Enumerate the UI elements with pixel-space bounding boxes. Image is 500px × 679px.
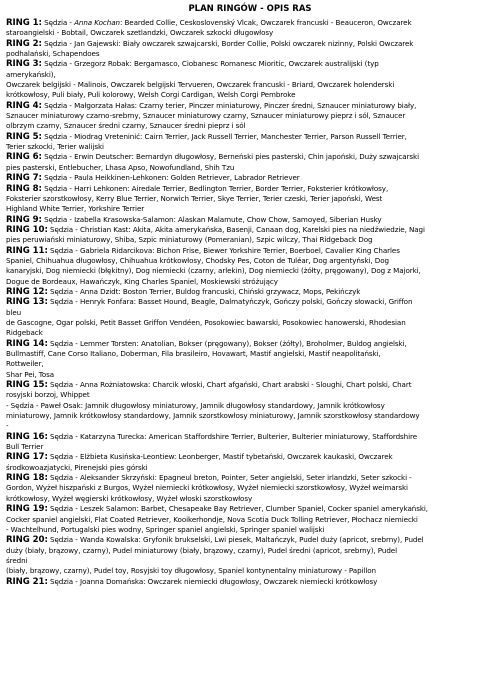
ring-text-line: [6, 132, 494, 142]
ring-text-line: [6, 535, 494, 545]
ring-text-line: [6, 546, 494, 556]
ring-text: Sędzia - Lemmer Torsten: Anatolian, Bokser (pręgowany), Bokser (żółty), Broholmer, Buldog angielski,: [47, 338, 407, 348]
ring-text: Foksterier szorstkowłosy, Kerry Blue Terrier, Norwich Terrier, Skye Terrier, Terier czeski, Terier japoński, West: [6, 193, 383, 203]
ring-label: RING 20:: [6, 535, 48, 546]
ring-text-line: [6, 339, 494, 349]
ring-text: Sędzia - Anna Rożniatowska: Charcik włoski, Chart afgański, Chart arabski - Sloughi, Chart polski, Chart: [47, 380, 412, 390]
ring-entry: [6, 101, 494, 132]
ring-text: Sędzia - Katarzyna Turecka: American Staffordshire Terrier, Bulterier, Bulterier miniaturowy, Staffordshire: [47, 431, 418, 441]
ring-text-line: [6, 173, 494, 183]
ring-text-line: [6, 90, 494, 100]
ring-text-line: [6, 28, 494, 38]
ring-text: Bull Terrier: [6, 442, 44, 452]
ring-entry: [6, 132, 494, 153]
ring-list: [6, 18, 494, 587]
ring-text-line: [6, 380, 494, 390]
ring-entry: [6, 287, 494, 297]
ring-text: środkowoazjatycki, Pirenejski pies górski: [6, 462, 148, 472]
ring-text: podhalański, Schapendoes: [6, 49, 100, 59]
ring-text: staroangielski - Bobtail, Owczarek szetlandzki, Owczarek szkocki długowłosy: [6, 28, 274, 38]
ring-entry: [6, 39, 494, 60]
ring-text: Sędzia - Erwin Deutscher: Bernardyn długowłosy, Berneński pies pasterski, Chin japoński, Duży szwajcarski: [41, 152, 419, 162]
ring-entry: [6, 173, 494, 183]
ring-text-line: [6, 432, 494, 442]
ring-label: RING 18:: [6, 473, 48, 484]
ring-text: Sędzia - Aleksander Skrzyński: Epagneul breton, Pointer, Seter angielski, Seter irlandzki, Seter szkocki -: [47, 473, 412, 483]
ring-entry: [6, 18, 494, 39]
ring-text-line: [6, 121, 494, 131]
ring-text: Sędzia - Elżbieta Kusińska-Leontiew: Leonberger, Mastif tybetański, Owczarek kaukaski, Owczarek: [47, 452, 393, 462]
ring-text-line: [6, 142, 494, 152]
ring-entry: [6, 452, 494, 473]
ring-text-line: [6, 483, 494, 493]
ring-text-line: [6, 411, 494, 421]
ring-text-line: [6, 287, 494, 297]
ring-label: RING 11:: [6, 245, 48, 256]
ring-text: - Wachtelhund, Portugalski pies wodny, Springer spaniel angielski, Springer spaniel walijski: [6, 524, 325, 534]
ring-entry: [6, 246, 494, 287]
ring-text-line: [6, 59, 494, 69]
ring-text: krótkowłosy, Wyżeł węgierski krótkowłosy, Wyżeł włoski szorstkowłosy: [6, 493, 253, 503]
ring-label: RING 4:: [6, 100, 42, 111]
ring-text-line: [6, 318, 494, 328]
ring-text-line: [6, 277, 494, 287]
ring-text: Sędzia - Izabella Krasowska-Salamon: Alaskan Malamute, Chow Chow, Samoyed, Siberian Husky: [41, 214, 382, 224]
ring-text: miniaturowy, Jamnik krótkowłosy standardowy, Jamnik szorstkowłosy miniaturowy, Jamnik szorstkowłosy standardowy: [6, 411, 420, 421]
ring-text: pies pasterski, Entlebucher, Lhasa Apso, Nowofundland, Shih Tzu: [6, 162, 235, 172]
ring-text-line: [6, 101, 494, 111]
ring-entry: [6, 504, 494, 535]
ring-entry: [6, 225, 494, 246]
ring-text: (biały, brązowy, czarny), Pudel toy, Rosyjski toy długowłosy, Spaniel kontynentalny miniaturowy - Papillon: [6, 566, 376, 576]
ring-text: olbrzym czarny, Sznaucer średni czarny, Sznaucer średni pieprz i sól: [6, 121, 246, 131]
ring-text: Shar Pei, Tosa: [6, 369, 55, 379]
ring-text: - Sędzia - Paweł Osak: Jamnik długowłosy miniaturowy, Jamnik długowłosy standardowy, Jamnik krótkowłosy: [6, 400, 385, 410]
ring-text: -: [6, 421, 9, 431]
ring-text-line: [6, 473, 494, 483]
ring-text: Sędzia - Anna Dzidt: Boston Terrier, Buldog francuski, Chiński grzywacz, Mops, Pekińczyk: [47, 286, 361, 296]
ring-text: Bullmastiff, Cane Corso Italiano, Doberman, Fila brasileiro, Hovawart, Mastif angielski, Mastif neapolitański,: [6, 349, 381, 358]
ring-text: : Bearded Collie, Ceskoslovenský Vlcak, Owczarek francuski - Beauceron, Owczarek: [119, 18, 412, 27]
ring-text: Sędzia - Miodrag Vreteninić: Cairn Terrier, Jack Russell Terrier, Manchester Terrier, Parson Russell Terrier,: [41, 131, 407, 141]
ring-text-line: [6, 556, 494, 566]
ring-label: RING 8:: [6, 183, 42, 194]
ring-label: RING 2:: [6, 38, 42, 49]
ring-text: Sędzia - Christian Kast: Akita, Akita amerykańska, Basenji, Canaan dog, Karelski pies na niedźwiedzie, Nagi: [47, 224, 425, 234]
ring-entry: [6, 432, 494, 453]
ring-text-line: [6, 194, 494, 204]
ring-entry: [6, 59, 494, 100]
ring-text-line: [6, 246, 494, 256]
ring-text: Rottweiler,: [6, 359, 44, 369]
ring-label: RING 5:: [6, 131, 42, 142]
ring-label: RING 19:: [6, 504, 48, 515]
ring-text: Sędzia - Henryk Fonfara: Basset Hound, Beagle, Dalmatyńczyk, Gończy polski, Gończy słowacki, Griffon: [47, 297, 413, 307]
ring-text: de Gascogne, Ogar polski, Petit Basset Griffon Vendéen, Posokowiec bawarski, Posokowiec hanowerski, Rhodesian: [6, 317, 406, 327]
ring-text: pies peruwiański miniaturowy, Shiba, Szpic miniaturowy (Pomeranian), Szpic wilczy, Thai Ridgeback Dog: [6, 235, 373, 245]
ring-text-line: [6, 370, 494, 380]
ring-label: RING 21:: [6, 576, 48, 587]
ring-text-line: [6, 349, 494, 359]
ring-text-line: [6, 204, 494, 214]
ring-text-line: [6, 184, 494, 194]
ring-label: RING 13:: [6, 297, 48, 308]
ring-text: średni: [6, 555, 28, 565]
ring-text-line: [6, 297, 494, 307]
ring-label: RING 7:: [6, 173, 42, 184]
ring-label: RING 1:: [6, 18, 42, 28]
ring-text-line: [6, 266, 494, 276]
ring-text-line: [6, 18, 494, 28]
ring-text-line: [6, 111, 494, 121]
ring-text: Sędzia - Jan Gajewski: Biały owczarek szwajcarski, Border Collie, Polski owczarek nizinny, Polski Owczarek: [41, 38, 414, 48]
ring-text: Sędzia -: [41, 18, 75, 27]
ring-label: RING 9:: [6, 214, 42, 225]
ring-label: RING 15:: [6, 380, 48, 391]
ring-entry: [6, 152, 494, 173]
ring-text-line: [6, 421, 494, 431]
page-title: PLAN RINGÓW - OPIS RAS: [188, 4, 312, 14]
ring-text-line: [6, 504, 494, 514]
ring-text: Cocker spaniel angielski, Flat Coated Retriever, Kooikerhondje, Nova Scotia Duck Tolling Retriever, Płochacz niemiecki: [6, 514, 418, 524]
ring-text-line: [6, 152, 494, 162]
ring-entry: [6, 473, 494, 504]
ring-text: amerykański),: [6, 69, 56, 79]
ring-entry: [6, 215, 494, 225]
ring-entry: [6, 380, 494, 432]
ring-text: Sędzia - Harri Lehkonen: Airedale Terrier, Bedlington Terrier, Border Terrier, Foksterier krótkowłosy,: [41, 183, 389, 193]
ring-text: Sznaucer miniaturowy czarno-srebrny, Sznaucer miniaturowy czarny, Sznaucer miniaturowy pieprz i sól, Sznaucer: [6, 111, 406, 121]
ring-text-line: [6, 442, 494, 452]
ring-text-line: [6, 215, 494, 225]
ring-text-line: [6, 163, 494, 173]
ring-text-line: [6, 328, 494, 338]
ring-text-line: [6, 390, 494, 400]
ring-label: RING 12:: [6, 286, 48, 297]
ring-text: Spaniel, Chihuahua długowłosy, Chihuahua krótkowłosy, Chodsky Pes, Coton de Tuléar, Dog argentyński, Dog: [6, 255, 389, 265]
ring-text-line: [6, 39, 494, 49]
ring-entry: [6, 339, 494, 380]
ring-text: Dogue de Bordeaux, Hawańczyk, King Charles Spaniel, Moskiewski stróżujący: [6, 276, 278, 286]
ring-text-line: [6, 494, 494, 504]
ring-label: RING 14:: [6, 338, 48, 349]
ring-text-line: [6, 577, 494, 587]
ring-text: Sędzia - Małgorzata Hałas: Czarny terier, Pinczer miniaturowy, Pinczer średni, Sznaucer miniaturowy biały,: [41, 100, 417, 110]
ring-text-line: [6, 225, 494, 235]
ring-text: bleu: [6, 307, 22, 317]
ring-text-line: [6, 359, 494, 369]
ring-text-line: [6, 49, 494, 59]
ring-label: RING 10:: [6, 224, 48, 235]
ring-text-line: [6, 452, 494, 462]
ring-text-line: [6, 235, 494, 245]
ring-label: RING 17:: [6, 452, 48, 463]
ring-text-line: [6, 525, 494, 535]
ring-text-line: [6, 308, 494, 318]
ring-text: duży (biały, brązowy, czarny), Pudel miniaturowy (biały, brązowy, czarny), Pudel średni (apricot, srebrny), Pudel: [6, 545, 397, 555]
ring-text-line: [6, 256, 494, 266]
ring-label: RING 3:: [6, 59, 42, 70]
ring-text: Sędzia - Joanna Domańska: Owczarek niemiecki długowłosy, Owczarek niemiecki krótkowłosy: [47, 576, 378, 586]
ring-text: Sędzia - Gabriela Ridarcikova: Bichon Frise, Biewer Yorkshire Terrier, Boerboel, Cavalier King Charles: [47, 245, 400, 255]
ring-text: Highland White Terrier, Yorkshire Terrier: [6, 204, 145, 214]
ring-text-line: [6, 80, 494, 90]
ring-text-line: [6, 515, 494, 525]
ring-text: Terier szkocki, Terier walijski: [6, 142, 104, 152]
ring-text: Sędzia - Wanda Kowalska: Gryfonik brukselski, Lwi piesek, Maltańczyk, Pudel duży (apricot, srebrny), Pudel: [47, 535, 424, 545]
ring-entry: [6, 577, 494, 587]
ring-entry: [6, 184, 494, 215]
ring-label: RING 6:: [6, 152, 42, 163]
judge-name: Anna Kochan: [74, 18, 120, 27]
ring-text-line: [6, 401, 494, 411]
ring-text-line: [6, 70, 494, 80]
ring-text: Ridgeback: [6, 328, 43, 338]
ring-text: kanaryjski, Dog niemiecki (błękitny), Dog niemiecki (czarny, arlekin), Dog niemiecki (żółty, pręgowany), Dog z Majorki,: [6, 266, 421, 276]
ring-text: Owczarek belgijski - Malinois, Owczarek belgijski Tervueren, Owczarek francuski - Briard, Owczarek holenderski: [6, 80, 395, 90]
ring-label: RING 16:: [6, 431, 48, 442]
ring-text: Sędzia - Grzegorz Robak: Bergamasco, Ciobanesc Romanesc Mioritic, Owczarek australijski (typ: [41, 59, 379, 69]
ring-text: rosyjski borzoj, Whippet: [6, 390, 90, 400]
ring-text: Sędzia - Paula Heikkinen-Lehkonen: Golden Retriever, Labrador Retriever: [41, 173, 300, 183]
ring-entry: [6, 535, 494, 576]
ring-text: krótkowłosy, Puli biały, Puli kolorowy, Welsh Corgi Cardigan, Welsh Corgi Pembroke: [6, 90, 296, 100]
ring-text-line: [6, 463, 494, 473]
ring-text-line: [6, 566, 494, 576]
ring-text: Gordon, Wyżeł hiszpański z Burgos, Wyżeł niemiecki krótkowłosy, Wyżeł niemiecki szorstkowłosy, Wyżeł weimarski: [6, 483, 408, 493]
ring-text: Sędzia - Leszek Salamon: Barbet, Chesapeake Bay Retriever, Clumber Spaniel, Cocker spaniel amerykański,: [47, 504, 428, 514]
ring-entry: [6, 297, 494, 338]
